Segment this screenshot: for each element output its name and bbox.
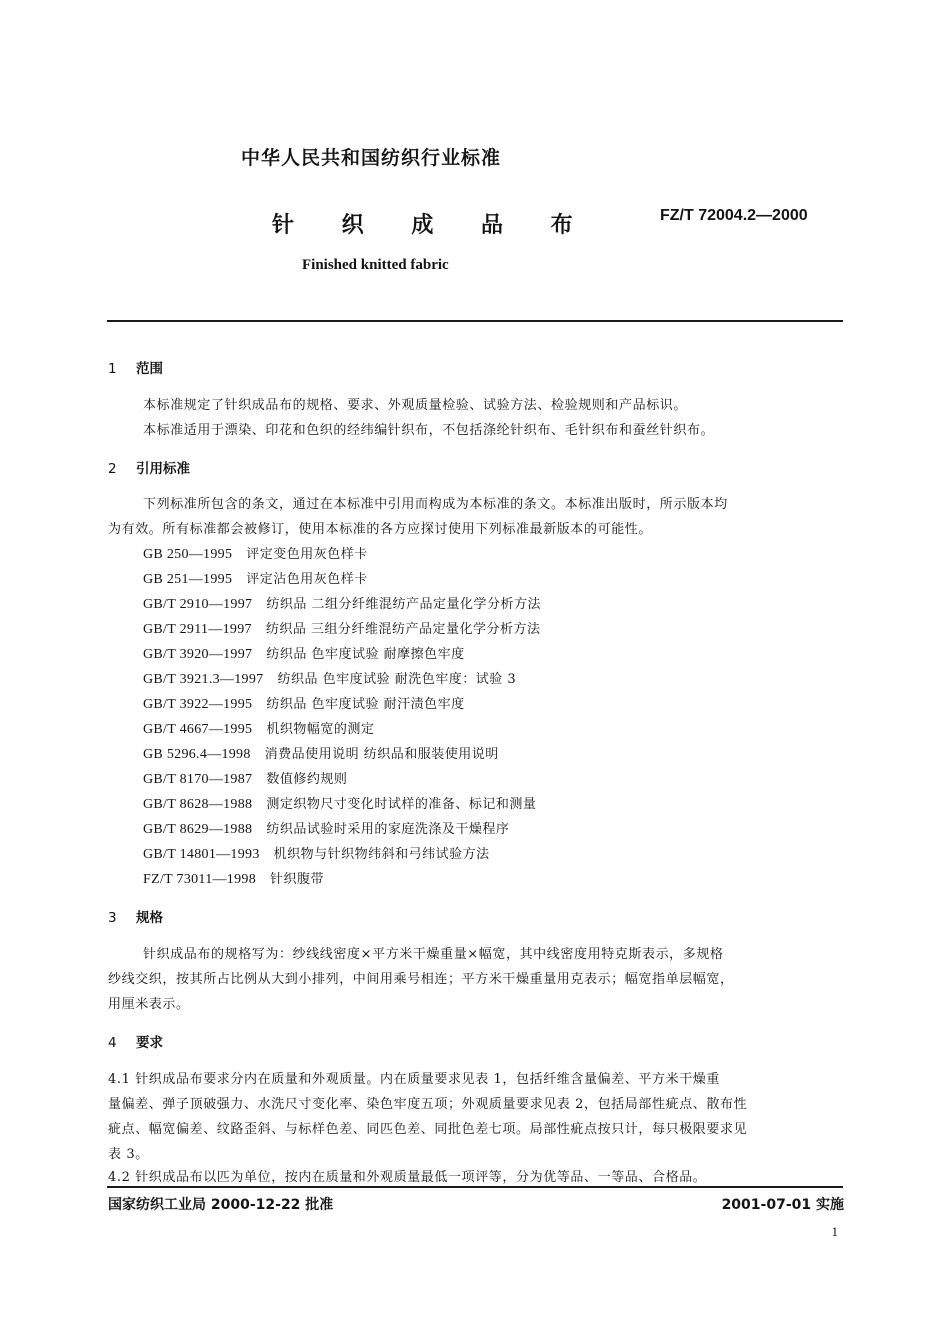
section-2-number: 2	[108, 461, 117, 477]
reference-title: 纺织品 色牢度试验 耐摩擦色牢度	[266, 647, 465, 662]
implementation-date: 2001-07-01 实施	[721, 1197, 844, 1213]
clause-4-1-line-2: 量偏差、弹子顶破强力、水洗尺寸变化率、染色牢度五项；外观质量要求见表 2，包括局部性疵点、散布性	[108, 1097, 748, 1112]
section-2-intro-line-2: 为有效。所有标准都会被修订，使用本标准的各方应探讨使用下列标准最新版本的可能性。	[108, 522, 653, 537]
reference-title: 机织物与针织物纬斜和弓纬试验方法	[273, 847, 490, 862]
page-number: 1	[831, 1224, 838, 1239]
document-title: 针 织 成 品 布	[272, 213, 593, 238]
reference-code: GB/T 3921.3—1997	[143, 672, 264, 687]
reference-title: 纺织品试验时采用的家庭洗涤及干燥程序	[266, 822, 510, 837]
section-1-heading	[108, 357, 163, 377]
reference-code: GB/T 8170—1987	[143, 772, 253, 787]
section-3-line-3: 用厘米表示。	[108, 997, 190, 1012]
reference-code: GB/T 2911—1997	[143, 622, 252, 637]
reference-code: GB/T 8628—1988	[143, 797, 253, 812]
reference-title: 针织腹带	[270, 872, 325, 887]
reference-item	[143, 668, 516, 688]
reference-item	[143, 543, 368, 563]
reference-title: 评定变色用灰色样卡	[246, 547, 368, 562]
section-1-number: 1	[108, 361, 117, 377]
section-3-line-1: 针织成品布的规格写为：纱线线密度×平方米干燥重量×幅宽，其中线密度用特克斯表示，多规格	[143, 947, 724, 962]
reference-code: GB/T 2910—1997	[143, 597, 253, 612]
reference-title: 消费品使用说明 纺织品和服装使用说明	[264, 747, 499, 762]
clause-4-1-line-1: 4.1 针织成品布要求分内在质量和外观质量。内在质量要求见表 1，包括纤维含量偏差、平方米干燥重	[108, 1072, 721, 1087]
reference-code: GB/T 4667—1995	[143, 722, 253, 737]
reference-title: 纺织品 三组分纤维混纺产品定量化学分析方法	[265, 622, 541, 637]
reference-title: 纺织品 色牢度试验 耐洗色牢度：试验 3	[277, 672, 517, 687]
header-divider	[107, 320, 843, 322]
reference-item	[143, 868, 324, 888]
section-2-intro-line-1: 下列标准所包含的条文，通过在本标准中引用而构成为本标准的条文。本标准出版时，所示版本均	[143, 497, 728, 512]
section-1-title: 范围	[136, 361, 163, 377]
clause-4-1-line-3: 疵点、幅宽偏差、纹路歪斜、与标样色差、同匹色差、同批色差七项。局部性疵点按只计，每只极限要求见	[108, 1122, 748, 1137]
approval-note: 国家纺织工业局 2000-12-22 批准	[108, 1197, 334, 1213]
reference-title: 纺织品 色牢度试验 耐汗渍色牢度	[266, 697, 465, 712]
reference-code: GB/T 14801—1993	[143, 847, 260, 862]
english-title: Finished knitted fabric	[302, 257, 449, 273]
section-3-number: 3	[108, 910, 117, 926]
reference-code: GB/T 8629—1988	[143, 822, 253, 837]
reference-item	[143, 643, 465, 663]
section-4-number: 4	[108, 1035, 117, 1051]
reference-item	[143, 818, 509, 838]
section-1-paragraph-2: 本标准适用于漂染、印花和色织的经纬编针织布，不包括涤纶针织布、毛针织布和蚕丝针织布。	[143, 423, 715, 438]
reference-title: 机织物幅宽的测定	[266, 722, 375, 737]
reference-code: GB 251—1995	[143, 572, 233, 587]
reference-item	[143, 693, 465, 713]
reference-code: GB 5296.4—1998	[143, 747, 251, 762]
reference-item	[143, 743, 499, 763]
reference-code: GB/T 3920—1997	[143, 647, 253, 662]
reference-item	[143, 568, 368, 588]
reference-item	[143, 793, 536, 813]
reference-title: 纺织品 二组分纤维混纺产品定量化学分析方法	[266, 597, 541, 612]
footer-divider	[107, 1186, 843, 1188]
reference-title: 评定沾色用灰色样卡	[246, 572, 368, 587]
reference-item	[143, 843, 490, 863]
section-2-heading	[108, 457, 190, 477]
section-1-paragraph-1: 本标准规定了针织成品布的规格、要求、外观质量检验、试验方法、检验规则和产品标识。	[143, 398, 688, 413]
reference-item	[143, 593, 541, 613]
reference-item	[143, 718, 374, 738]
clause-4-2: 4.2 针织成品布以匹为单位，按内在质量和外观质量最低一项评等，分为优等品、一等品、合格品。	[108, 1170, 707, 1185]
section-4-heading	[108, 1031, 163, 1051]
reference-code: GB 250—1995	[143, 547, 233, 562]
standard-number: FZ/T 72004.2—2000	[660, 207, 808, 224]
issuing-authority: 中华人民共和国纺织行业标准	[241, 147, 502, 169]
section-3-heading	[108, 906, 163, 926]
clause-4-1-line-4: 表 3。	[108, 1147, 149, 1162]
section-3-title: 规格	[136, 910, 163, 926]
reference-title: 测定织物尺寸变化时试样的准备、标记和测量	[266, 797, 537, 812]
reference-item	[143, 768, 347, 788]
section-4-title: 要求	[136, 1035, 163, 1051]
reference-item	[143, 618, 540, 638]
reference-code: FZ/T 73011—1998	[143, 872, 257, 887]
section-2-title: 引用标准	[136, 461, 190, 477]
section-3-line-2: 纱线交织，按其所占比例从大到小排列，中间用乘号相连；平方米干燥重量用克表示；幅宽指单层幅宽，	[108, 972, 734, 987]
reference-title: 数值修约规则	[266, 772, 348, 787]
reference-code: GB/T 3922—1995	[143, 697, 253, 712]
